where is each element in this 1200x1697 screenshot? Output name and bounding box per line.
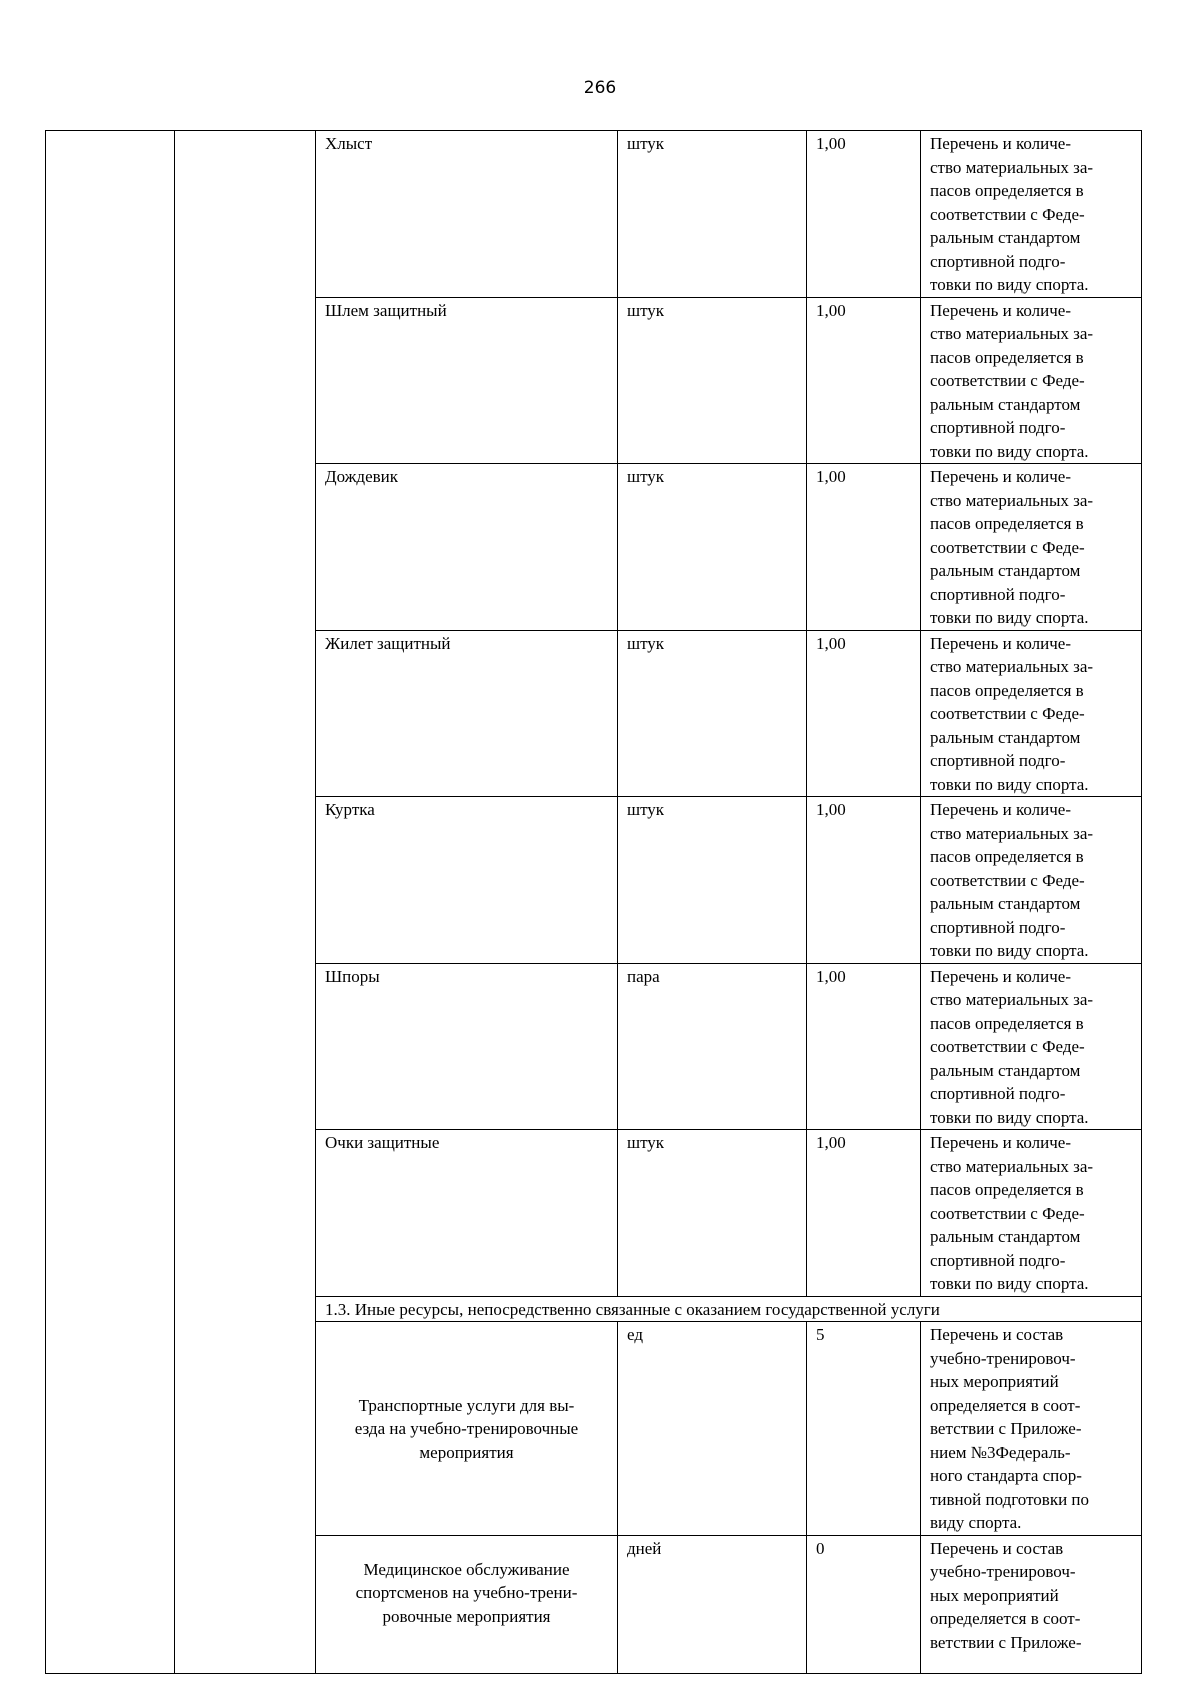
item-quantity: 1,00 xyxy=(807,131,921,298)
item-note: Перечень и количе- ство материальных за- пасов определяется в соответствии с Феде- ральным стандартом спортивной подго- товки по виду спорта. xyxy=(921,963,1142,1130)
item-unit: штук xyxy=(618,1130,807,1297)
table-row xyxy=(46,131,1142,298)
item-name: Шпоры xyxy=(316,963,618,1130)
item-unit: штук xyxy=(618,797,807,964)
item-unit: штук xyxy=(618,297,807,464)
item-note: Перечень и количе- ство материальных за- пасов определяется в соответствии с Феде- ральным стандартом спортивной подго- товки по виду спорта. xyxy=(921,464,1142,631)
resources-table xyxy=(45,130,1142,1674)
item-name: Очки защитные xyxy=(316,1130,618,1297)
item-quantity: 1,00 xyxy=(807,797,921,964)
item-note: Перечень и количе- ство материальных за- пасов определяется в соответствии с Феде- ральным стандартом спортивной подго- товки по виду спорта. xyxy=(921,630,1142,797)
item-quantity: 0 xyxy=(807,1535,921,1673)
page-number: 266 xyxy=(583,78,617,98)
item-unit: штук xyxy=(618,630,807,797)
section-header: 1.3. Иные ресурсы, непосредственно связанные с оказанием государственной услуги xyxy=(316,1296,1142,1322)
item-quantity: 5 xyxy=(807,1322,921,1536)
item-name: Хлыст xyxy=(316,131,618,298)
item-unit: штук xyxy=(618,131,807,298)
item-note: Перечень и количе- ство материальных за- пасов определяется в соответствии с Феде- ральным стандартом спортивной подго- товки по виду спорта. xyxy=(921,797,1142,964)
item-note: Перечень и количе- ство материальных за- пасов определяется в соответствии с Феде- ральным стандартом спортивной подго- товки по виду спорта. xyxy=(921,1130,1142,1297)
item-unit: ед xyxy=(618,1322,807,1536)
item-unit: дней xyxy=(618,1535,807,1673)
item-name: Куртка xyxy=(316,797,618,964)
item-quantity: 1,00 xyxy=(807,963,921,1130)
item-name: Шлем защитный xyxy=(316,297,618,464)
item-unit: пара xyxy=(618,963,807,1130)
item-name: Транспортные услуги для вы- езда на учебно-тренировочные мероприятия xyxy=(316,1322,618,1536)
empty-column-1 xyxy=(46,131,175,1674)
item-quantity: 1,00 xyxy=(807,630,921,797)
item-name: Дождевик xyxy=(316,464,618,631)
item-note: Перечень и количе- ство материальных за- пасов определяется в соответствии с Феде- ральным стандартом спортивной подго- товки по виду спорта. xyxy=(921,131,1142,298)
item-name: Жилет защитный xyxy=(316,630,618,797)
item-quantity: 1,00 xyxy=(807,297,921,464)
item-unit: штук xyxy=(618,464,807,631)
item-name: Медицинское обслуживание спортсменов на учебно-трени- ровочные мероприятия xyxy=(316,1535,618,1673)
item-note: Перечень и количе- ство материальных за- пасов определяется в соответствии с Феде- ральным стандартом спортивной подго- товки по виду спорта. xyxy=(921,297,1142,464)
item-note: Перечень и состав учебно-тренировоч- ных мероприятий определяется в соот- ветствии с Приложе- xyxy=(921,1535,1142,1673)
item-note: Перечень и состав учебно-тренировоч- ных мероприятий определяется в соот- ветствии с Приложе- нием №3Федераль- ного стандарта спор- тивной подготовки по виду спорта. xyxy=(921,1322,1142,1536)
empty-column-2 xyxy=(175,131,316,1674)
item-quantity: 1,00 xyxy=(807,1130,921,1297)
item-quantity: 1,00 xyxy=(807,464,921,631)
